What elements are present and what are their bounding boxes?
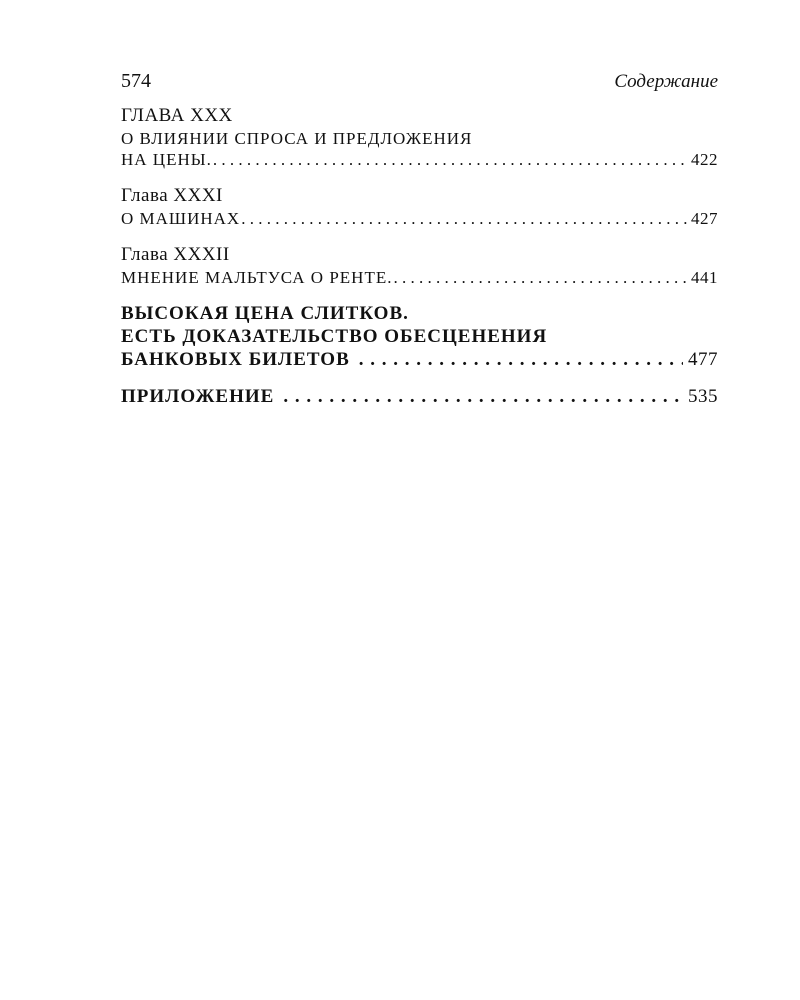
toc-entry-chapter-32 xyxy=(121,243,718,288)
dot-leader xyxy=(213,149,690,170)
dot-leader xyxy=(359,348,683,371)
entry-title: ПРИЛОЖЕНИЕ xyxy=(121,386,275,407)
toc-entry-bullion xyxy=(121,302,718,371)
chapter-label: ГЛАВА XXX xyxy=(121,105,233,126)
entry-title-continued: ЕСТЬ ДОКАЗАТЕЛЬСТВО ОБЕСЦЕНЕНИЯ xyxy=(121,326,548,347)
running-title: Содержание xyxy=(614,71,718,92)
dot-leader xyxy=(283,385,683,408)
entry-title-continued: НА ЦЕНЫ. xyxy=(121,150,212,169)
page-reference: 441 xyxy=(691,268,718,287)
dot-leader xyxy=(241,208,690,229)
toc-leader-line xyxy=(121,149,718,170)
entry-title: ВЫСОКАЯ ЦЕНА СЛИТКОВ. xyxy=(121,303,409,324)
toc-entry-appendix xyxy=(121,385,718,408)
toc-page xyxy=(121,70,718,422)
page-reference: 477 xyxy=(688,349,718,370)
toc-entry-chapter-31 xyxy=(121,184,718,229)
page-reference: 427 xyxy=(691,209,718,228)
toc-entry-chapter-30 xyxy=(121,104,718,170)
page-number: 574 xyxy=(121,70,151,92)
page-reference: 535 xyxy=(688,386,718,407)
toc-leader-line xyxy=(121,385,718,408)
entry-title: О ВЛИЯНИИ СПРОСА И ПРЕДЛОЖЕНИЯ xyxy=(121,129,473,148)
toc-leader-line xyxy=(121,208,718,229)
toc-leader-line xyxy=(121,267,718,288)
chapter-label: Глава XXXII xyxy=(121,244,230,265)
chapter-label: Глава XXXI xyxy=(121,185,223,206)
running-head xyxy=(121,70,718,104)
page-reference: 422 xyxy=(691,150,718,169)
entry-title: МНЕНИЕ МАЛЬТУСА О РЕНТЕ. xyxy=(121,268,393,287)
dot-leader xyxy=(393,267,690,288)
entry-title: О МАШИНАХ xyxy=(121,209,241,228)
entry-title-continued: БАНКОВЫХ БИЛЕТОВ xyxy=(121,349,350,370)
toc-leader-line xyxy=(121,348,718,371)
